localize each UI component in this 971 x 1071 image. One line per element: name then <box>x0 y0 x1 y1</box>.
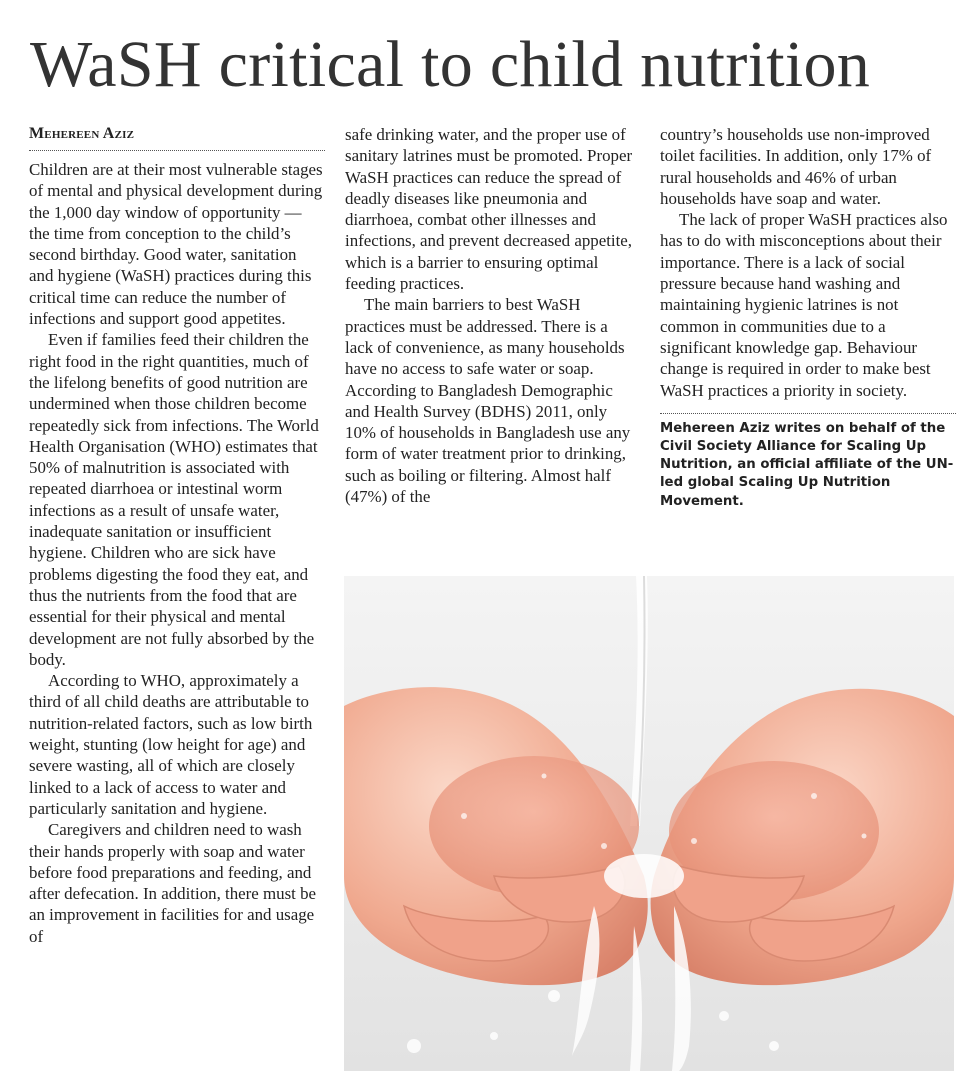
author-note-divider <box>660 413 956 414</box>
column-3 <box>660 124 956 584</box>
byline: Mehereen Aziz <box>29 125 135 142</box>
cupped-hands-illustration <box>344 576 954 1071</box>
hands-water-photo <box>344 576 954 1071</box>
paragraph: Caregivers and children need to wash their hands properly with soap and water before food preparations and feeding, and after defecation. In addition, there must be an improvement in facilities for and usage of <box>29 820 317 946</box>
paragraph: Children are at their most vulnerable stages of mental and physical development during the 1,000 day window of opportunity — the time from conception to the child’s second birthday. Good water, sanitation and hygiene (WaSH) practices during this critical time can reduce the number of infections and support good appetites. <box>29 160 323 329</box>
column-1 <box>29 124 325 1071</box>
byline-divider <box>29 150 325 151</box>
headline: WaSH critical to child nutrition <box>30 28 871 101</box>
author-note: Mehereen Aziz writes on behalf of the Civil Society Alliance for Scaling Up Nutrition, an official affiliate of the UN-led global Scaling Up Nutrition Movement. <box>660 420 954 509</box>
paragraph: Even if families feed their children the right food in the right quantities, much of the lifelong benefits of good nutrition are undermined when those children become repeatedly sick from infections. The World Health Organisation (WHO) estimates that 50% of malnutrition is associated with repeated diarrhoea or intestinal worm infections as a result of unsafe water, inadequate sanitation or insufficient hygiene. Children who are sick have problems digesting the food they eat, and thus the nutrients from the food that are essential for their physical and mental development are not fully absorbed by the body. <box>29 330 319 669</box>
column-2 <box>345 124 637 570</box>
paragraph: country’s households use non-improved toilet facilities. In addition, only 17% of rural households and 46% of urban households have soap and water. <box>660 125 932 208</box>
paragraph: The lack of proper WaSH practices also has to do with misconceptions about their importance. There is a lack of social pressure because hand washing and maintaining hygienic latrines is not common in communities due to a significant knowledge gap. Behaviour change is required in order to make best WaSH practices a priority in society. <box>660 210 948 400</box>
paragraph: The main barriers to best WaSH practices must be addressed. There is a lack of convenience, as many households have no access to safe water or soap. According to Bangladesh Demographic and Health Survey (BDHS) 2011, only 10% of households in Bangladesh use any form of water treatment prior to drinking, such as boiling or filtering. Almost half (47%) of the <box>345 295 631 507</box>
paragraph: safe drinking water, and the proper use of sanitary latrines must be promoted. Proper WaSH practices can reduce the spread of deadly diseases like pneumonia and diarrhoea, combat other illnesses and infections, and prevent decreased appetite, which is a barrier to ensuring optimal feeding practices. <box>345 125 633 294</box>
paragraph: According to WHO, approximately a third of all child deaths are attributable to nutrition-related factors, such as low birth weight, stunting (low height for age) and severe wasting, all of which are closely linked to a lack of access to water and particularly sanitation and hygiene. <box>29 671 313 818</box>
